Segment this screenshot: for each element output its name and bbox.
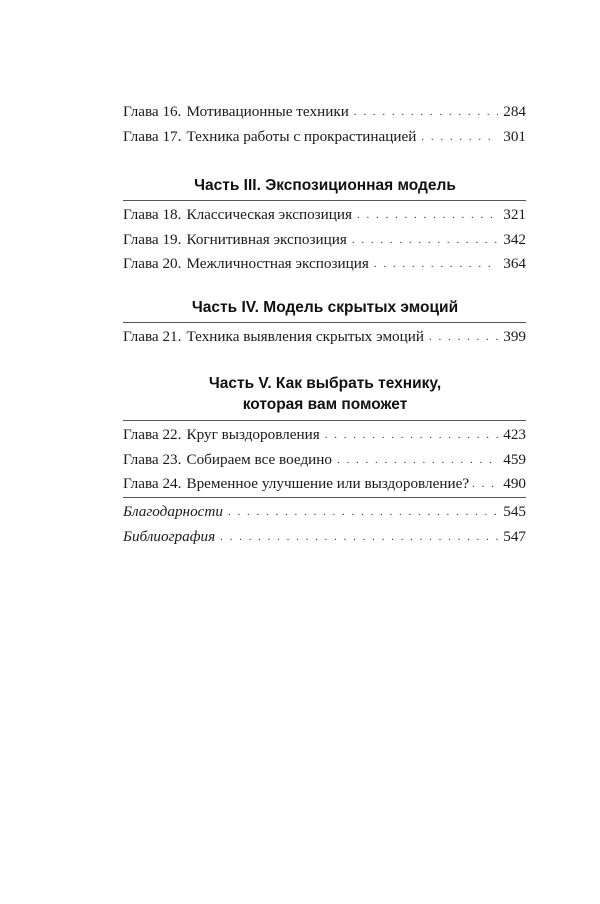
leader-dots xyxy=(220,525,498,550)
leader-dots xyxy=(337,448,498,473)
divider xyxy=(123,322,526,323)
page-number: 301 xyxy=(503,127,526,145)
chapter-title: Межличностная экспозиция xyxy=(186,255,369,272)
page-number: 459 xyxy=(503,450,526,468)
toc-entry xyxy=(123,228,526,253)
chapter-number: Глава 23. xyxy=(123,450,182,468)
toc-entry xyxy=(123,525,526,550)
chapter-title: Собираем все воедино xyxy=(186,450,333,468)
chapter-title: Временное улучшение или выздоровление? xyxy=(186,475,470,492)
chapter-title: Мотивационные техники xyxy=(186,103,349,120)
toc-entry xyxy=(123,125,526,150)
section-title: Благодарности xyxy=(123,503,223,520)
leader-dots xyxy=(374,252,498,277)
page-number: 321 xyxy=(503,206,526,223)
toc-group-part3 xyxy=(123,203,526,277)
page-number: 284 xyxy=(503,103,526,120)
toc-back-matter xyxy=(123,500,526,549)
part-heading-line1: Часть V. Как выбрать технику, xyxy=(208,375,442,392)
toc-entry xyxy=(123,325,526,350)
chapter-number: Глава 20. xyxy=(123,255,182,272)
chapter-title: Техника выявления скрытых эмоций xyxy=(186,328,425,345)
leader-dots xyxy=(421,125,498,150)
page-number: 399 xyxy=(503,328,526,345)
divider xyxy=(123,200,526,201)
toc-entry xyxy=(123,252,526,277)
page-number: 423 xyxy=(503,426,526,443)
toc-group-continued xyxy=(123,100,526,149)
page-number: 342 xyxy=(503,230,526,248)
toc-entry xyxy=(123,448,526,473)
leader-dots xyxy=(429,325,498,350)
toc-entry xyxy=(123,472,526,497)
chapter-number: Глава 22. xyxy=(123,426,182,443)
part-heading-line2: которая вам поможет xyxy=(242,396,408,413)
leader-dots xyxy=(357,203,498,228)
leader-dots xyxy=(325,423,498,448)
chapter-number: Глава 17. xyxy=(123,127,182,145)
toc-entry xyxy=(123,203,526,228)
chapter-number: Глава 24. xyxy=(123,475,182,492)
part-heading: Часть IV. Модель скрытых эмоций xyxy=(191,299,459,316)
toc-entry xyxy=(123,100,526,125)
toc-group-part4 xyxy=(123,325,526,350)
chapter-title: Классическая экспозиция xyxy=(186,206,353,223)
toc-entry xyxy=(123,423,526,448)
divider xyxy=(123,497,526,498)
leader-dots xyxy=(228,500,498,525)
page-number: 547 xyxy=(503,527,526,545)
leader-dots xyxy=(472,472,500,497)
chapter-number: Глава 21. xyxy=(123,328,182,345)
part-heading: Часть III. Экспозиционная модель xyxy=(194,177,456,194)
chapter-title: Круг выздоровления xyxy=(186,426,320,443)
toc-group-part5 xyxy=(123,423,526,497)
leader-dots xyxy=(352,228,498,253)
divider xyxy=(123,420,526,421)
toc-entry xyxy=(123,500,526,525)
page-number: 490 xyxy=(503,475,526,492)
chapter-title: Техника работы с прокрастинацией xyxy=(186,127,417,145)
chapter-number: Глава 16. xyxy=(123,103,182,120)
chapter-title: Когнитивная экспозиция xyxy=(186,230,347,248)
section-title: Библиография xyxy=(123,527,216,545)
page-number: 364 xyxy=(503,255,526,272)
chapter-number: Глава 18. xyxy=(123,206,182,223)
page-number: 545 xyxy=(503,503,526,520)
leader-dots xyxy=(354,100,498,125)
chapter-number: Глава 19. xyxy=(123,230,182,248)
